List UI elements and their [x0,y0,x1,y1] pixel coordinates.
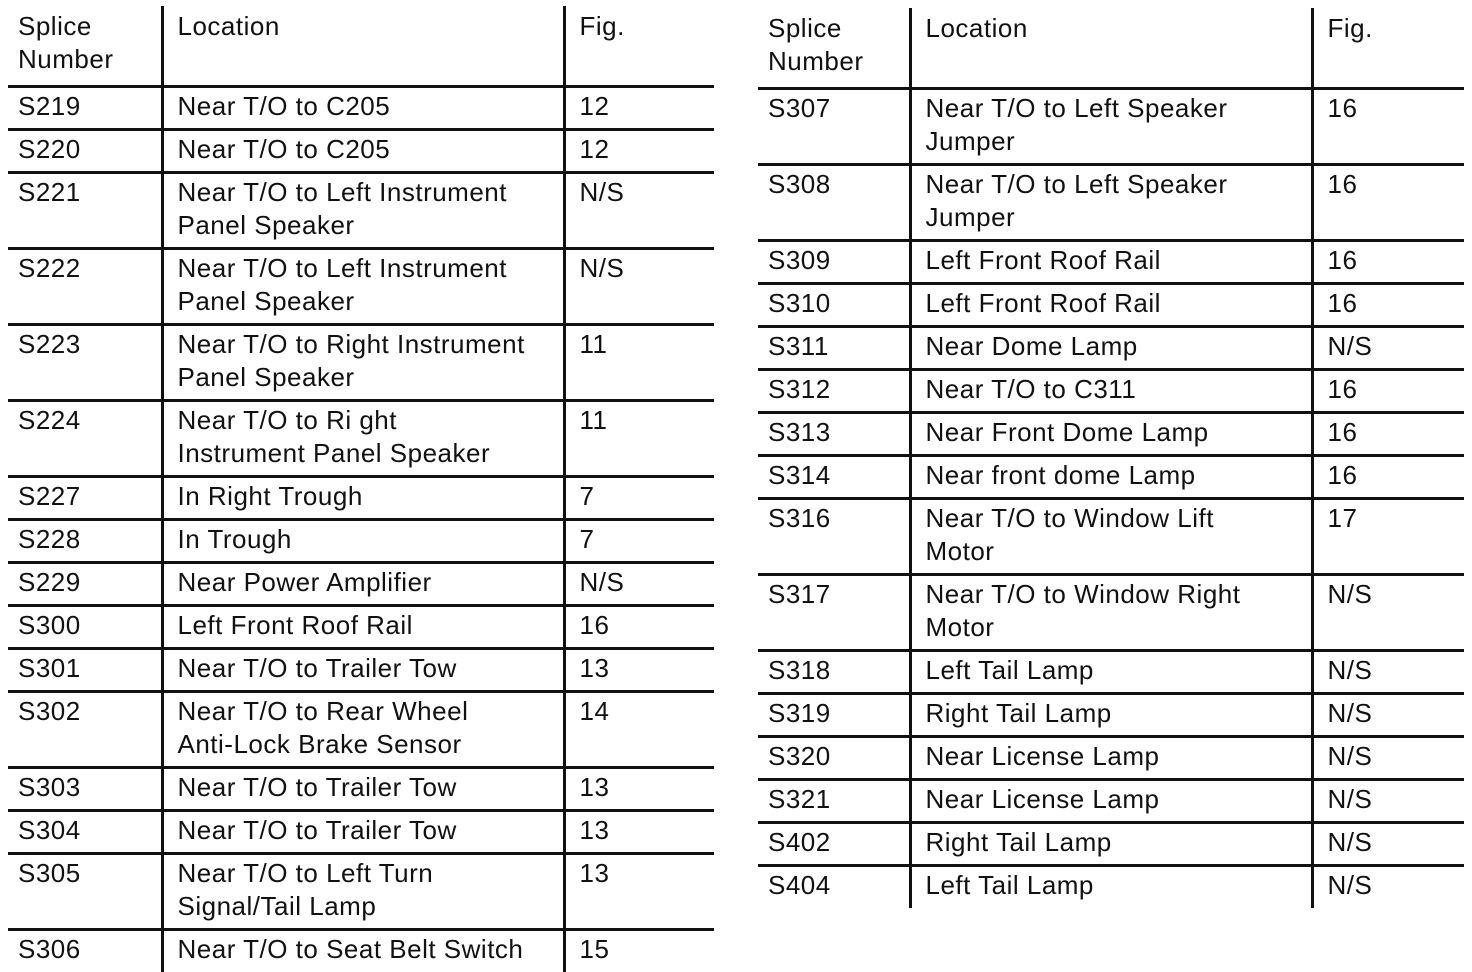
splice-number-cell: S402 [758,822,910,865]
table-row [8,929,714,972]
location-line: Near Power Amplifier [177,566,432,597]
location-cell [162,324,564,400]
splice-number-cell: S313 [758,412,910,455]
fig-cell: N/S [1312,822,1464,865]
location-line: Near License Lamp [925,740,1160,771]
fig-cell: N/S [564,248,714,324]
splice-number-cell: S306 [8,929,162,972]
splice-number-cell: S316 [758,498,910,574]
location-line: Near Front Dome Lamp [925,416,1209,447]
table-row [8,605,714,648]
table-row [8,400,714,476]
location-cell [910,822,1312,865]
table-row [758,283,1464,326]
header-splice-number-line: Number [18,44,114,74]
splice-number-cell: S321 [758,779,910,822]
splice-number-cell: S309 [758,240,910,283]
location-cell [162,562,564,605]
fig-cell: 16 [1312,412,1464,455]
table-row [8,810,714,853]
fig-cell: N/S [564,562,714,605]
table-row [8,172,714,248]
location-cell [910,736,1312,779]
location-line: Near T/O to C205 [177,90,391,121]
splice-number-cell: S221 [8,172,162,248]
location-cell [162,648,564,691]
fig-cell: 7 [564,519,714,562]
location-cell [162,853,564,929]
location-line: Near T/O to C205 [177,133,391,164]
location-cell [910,326,1312,369]
fig-cell: 16 [1312,369,1464,412]
location-line: Near T/O to Trailer Tow [177,652,457,683]
location-cell [162,605,564,648]
location-line: Motor [925,535,995,566]
header-splice-number [8,6,162,86]
splice-number-cell: S404 [758,865,910,908]
header-splice-number [758,8,910,88]
header-splice-number-line: Splice [18,11,92,41]
fig-cell: 15 [579,933,610,964]
location-cell [910,164,1312,240]
location-cell [162,767,564,810]
table-row [8,476,714,519]
fig-cell: 13 [564,810,714,853]
table-row [8,853,714,929]
location-cell [910,369,1312,412]
fig-cell: 16 [1312,240,1464,283]
table-row [758,498,1464,574]
location-line: Near T/O to Left Instrument [177,176,507,207]
splice-number-cell: S304 [8,810,162,853]
location-cell [162,172,564,248]
table-row [758,736,1464,779]
fig-cell: N/S [1312,779,1464,822]
location-line: Left Tail Lamp [925,869,1094,900]
splice-number-cell: S224 [8,400,162,476]
table-row [8,129,714,172]
location-line: Jumper [925,201,1016,232]
location-line: Instrument Panel Speaker [177,437,491,468]
table-body [758,88,1464,908]
location-line: Panel Speaker [177,209,355,240]
fig-cell: N/S [1312,693,1464,736]
table-row [8,324,714,400]
location-cell [162,929,564,972]
table-row [758,779,1464,822]
splice-number-cell: S314 [758,455,910,498]
splice-number-cell: S319 [758,693,910,736]
location-cell [162,691,564,767]
fig-cell: N/S [1327,869,1373,900]
splice-number-cell: S229 [8,562,162,605]
table-row [758,369,1464,412]
location-cell [910,455,1312,498]
location-cell [910,779,1312,822]
splice-number-cell: S220 [8,129,162,172]
location-line: Signal/Tail Lamp [177,890,377,921]
location-line: Right Tail Lamp [925,826,1112,857]
location-line: Near T/O to Rear Wheel [177,695,469,726]
location-cell [162,248,564,324]
fig-cell: N/S [1312,326,1464,369]
fig-cell: 12 [564,86,714,129]
location-line: Anti-Lock Brake Sensor [177,728,462,759]
table-row [758,865,1464,908]
header-fig: Fig. [1312,8,1464,88]
fig-cell: 16 [1312,455,1464,498]
location-line: Left Tail Lamp [925,654,1094,685]
splice-number-cell: S320 [758,736,910,779]
location-line: In Right Trough [177,480,363,511]
fig-cell: N/S [1312,650,1464,693]
splice-number-cell: S317 [758,574,910,650]
table-row [758,240,1464,283]
header-row [758,8,1464,88]
location-cell [162,129,564,172]
table-row [8,248,714,324]
splice-number-cell: S318 [758,650,910,693]
location-line: Near T/O to Ri ght [177,404,397,435]
splice-number-cell: S308 [758,164,910,240]
fig-cell: N/S [564,172,714,248]
location-line: Left Front Roof Rail [177,609,413,640]
location-cell [162,86,564,129]
table-row [8,648,714,691]
fig-cell: 16 [564,605,714,648]
fig-cell: 16 [1312,88,1464,164]
location-line: Left Front Roof Rail [925,287,1161,318]
location-line: Near T/O to Left Instrument [177,252,507,283]
location-line: Motor [925,611,995,642]
location-line: Near T/O to Left Turn [177,857,434,888]
splice-number-cell: S219 [8,86,162,129]
splice-number-cell: S310 [758,283,910,326]
location-cell [910,283,1312,326]
splice-number-cell: S301 [8,648,162,691]
splice-number-cell: S300 [8,605,162,648]
header-row [8,6,714,86]
location-line: Near T/O to Left Speaker [925,92,1228,123]
location-cell [910,865,1312,908]
location-line: Panel Speaker [177,361,355,392]
fig-cell: 17 [1312,498,1464,574]
splice-number-cell: S312 [758,369,910,412]
location-cell [910,88,1312,164]
location-line: Near Dome Lamp [925,330,1138,361]
location-cell [162,476,564,519]
fig-cell: 13 [564,853,714,929]
table-row [8,562,714,605]
location-line: Left Front Roof Rail [925,244,1161,275]
location-line: Near T/O to Left Speaker [925,168,1228,199]
header-fig: Fig. [564,6,714,86]
location-cell [910,693,1312,736]
splice-number-cell: S228 [8,519,162,562]
location-cell [162,400,564,476]
table-row [758,412,1464,455]
location-cell [162,519,564,562]
location-line: Panel Speaker [177,285,355,316]
table-row [758,650,1464,693]
splice-number-cell: S311 [758,326,910,369]
table-body [8,86,714,972]
location-cell [910,498,1312,574]
fig-cell: 11 [564,400,714,476]
location-cell [910,574,1312,650]
location-line: Near front dome Lamp [925,459,1196,490]
splice-number-cell: S302 [8,691,162,767]
splice-number-cell: S303 [8,767,162,810]
location-line: Near T/O to Trailer Tow [177,771,457,802]
fig-cell: 12 [564,129,714,172]
splice-number-cell: S305 [8,853,162,929]
table-row [8,86,714,129]
location-cell [910,412,1312,455]
location-line: Near T/O to Trailer Tow [177,814,457,845]
fig-cell: 11 [564,324,714,400]
header-location: Location [910,8,1312,88]
location-cell [162,810,564,853]
table-row [758,326,1464,369]
fig-cell: N/S [1312,736,1464,779]
location-line: Near T/O to Window Lift [925,502,1214,533]
header-splice-number-line: Number [768,46,864,76]
location-line: Near T/O to Window Right [925,578,1241,609]
fig-cell: N/S [1312,574,1464,650]
fig-cell: 13 [564,767,714,810]
location-cell [910,240,1312,283]
splice-table-right [758,8,1464,908]
table-row [758,693,1464,736]
fig-cell: 7 [564,476,714,519]
location-line: Near T/O to C311 [925,373,1137,404]
table-row [758,822,1464,865]
splice-number-cell: S223 [8,324,162,400]
splice-number-cell: S307 [758,88,910,164]
splice-number-cell: S227 [8,476,162,519]
header-location: Location [162,6,564,86]
table-row [8,767,714,810]
fig-cell: 16 [1312,283,1464,326]
fig-cell: 14 [564,691,714,767]
table-row [758,455,1464,498]
splice-table-left [8,6,714,972]
location-line: Near T/O to Seat Belt Switch [177,933,524,964]
location-line: Near License Lamp [925,783,1160,814]
table-row [758,574,1464,650]
location-cell [910,650,1312,693]
fig-cell: 13 [564,648,714,691]
location-line: Right Tail Lamp [925,697,1112,728]
table-row [8,691,714,767]
location-line: Near T/O to Right Instrument [177,328,525,359]
location-line: Jumper [925,125,1016,156]
splice-number-cell: S222 [8,248,162,324]
table-row [758,164,1464,240]
table-row [758,88,1464,164]
fig-cell: 16 [1312,164,1464,240]
header-splice-number-line: Splice [768,13,842,43]
table-row [8,519,714,562]
location-line: In Trough [177,523,292,554]
